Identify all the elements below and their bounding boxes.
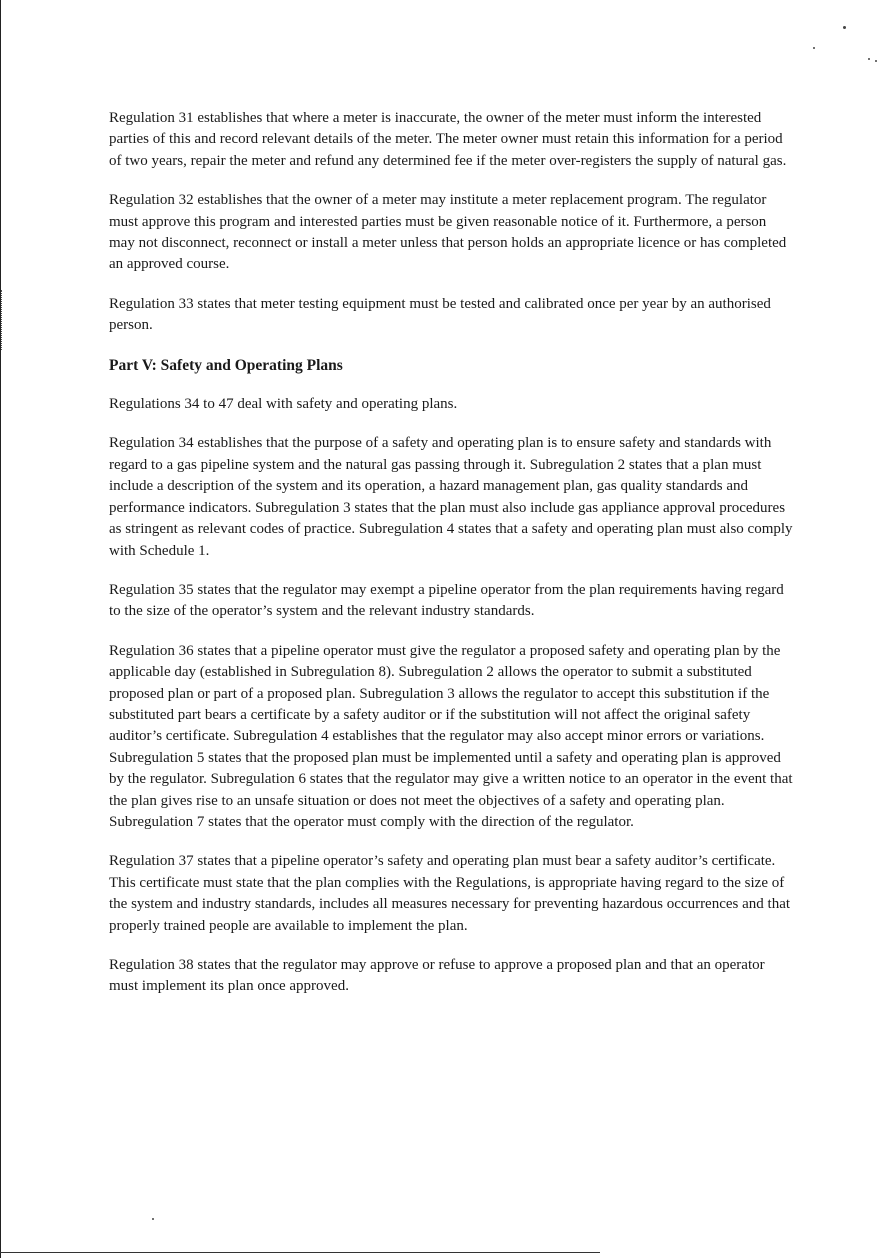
paragraph-regulation-34: Regulation 34 establishes that the purpose of a safety and operating plan is to ensure safety and standards with regard to a gas pipeline system and the natural gas passing through it. Subregulation 2 states that a plan must include a description of the system and its operation, a hazard management plan, gas quality standards and performance indicators. Subregulation 3 states that the plan must also include gas appliance approval procedures as stringent as relevant codes of practice. Subregulation 4 states that a safety and operating plan must also comply with Schedule 1. (109, 435, 793, 559)
scan-speck (868, 58, 870, 60)
scan-margin-mark (1, 290, 5, 350)
paragraph-regulation-36: Regulation 36 states that a pipeline operator must give the regulator a proposed safety and operating plan by the applicable day (established in Subregulation 8). Subregulation 2 allows the operator to submit a substituted proposed plan or part of a proposed plan. Subregulation 3 allows the regulator to accept this substitution if the substituted part bears a certificate by a safety auditor or if the substitution will not affect the original safety auditor’s certificate. Subregulation 4 establishes that the regulator may also accept minor errors or variations. Subregulation 5 states that the proposed plan must be implemented until a safety and operating plan is approved by the regulator. Subregulation 6 states that the regulator may give a written notice to an operator in the event that the plan gives rise to an unsafe situation or does not meet the objectives of a safety and operating plan. Subregulation 7 states that the operator must comply with the direction of the regulator. (109, 642, 793, 830)
paragraph-regulation-35: Regulation 35 states that the regulator may exempt a pipeline operator from the plan requirements having regard to the size of the operator’s system and the relevant industry standards. (109, 581, 784, 620)
paragraph-regulation-37: Regulation 37 states that a pipeline operator’s safety and operating plan must bear a safety auditor’s certificate. This certificate must state that the plan complies with the Regulations, is appropriate having regard to the size of the system and industry standards, includes all measures necessary for preventing hazardous occurrences and that properly trained people are available to implement the plan. (109, 853, 791, 934)
paragraph-regulations-34-47: Regulations 34 to 47 deal with safety and operating plans. (109, 396, 458, 413)
page-bottom-rule (0, 1252, 600, 1253)
paragraph-regulation-38: Regulation 38 states that the regulator may approve or refuse to approve a proposed plan and that an operator must implement its plan once approved. (109, 957, 765, 995)
paragraph-regulation-31: Regulation 31 establishes that where a meter is inaccurate, the owner of the meter must inform the interested parties of this and record relevant details of the meter. The meter owner must retain this information for a period of two years, repair the meter and refund any determined fee if the meter over-registers the supply of natural gas. (109, 110, 787, 169)
paragraph-regulation-33: Regulation 33 states that meter testing equipment must be tested and calibrated once per year by an authorised person. (109, 295, 771, 334)
scan-speck (152, 1218, 154, 1220)
scan-speck (843, 26, 846, 29)
section-heading: Part V: Safety and Operating Plans (109, 356, 343, 374)
scan-speck (875, 60, 877, 62)
paragraph-regulation-32: Regulation 32 establishes that the owner of a meter may institute a meter replacement program. The regulator must approve this program and interested parties must be given reasonable notice of it. Furthermore, a person may not disconnect, reconnect or install a meter unless that person holds an appropriate licence or has completed an approved course. (109, 192, 787, 273)
document-body (109, 108, 793, 1016)
scan-speck (813, 47, 815, 49)
page-left-edge (0, 0, 1, 1258)
